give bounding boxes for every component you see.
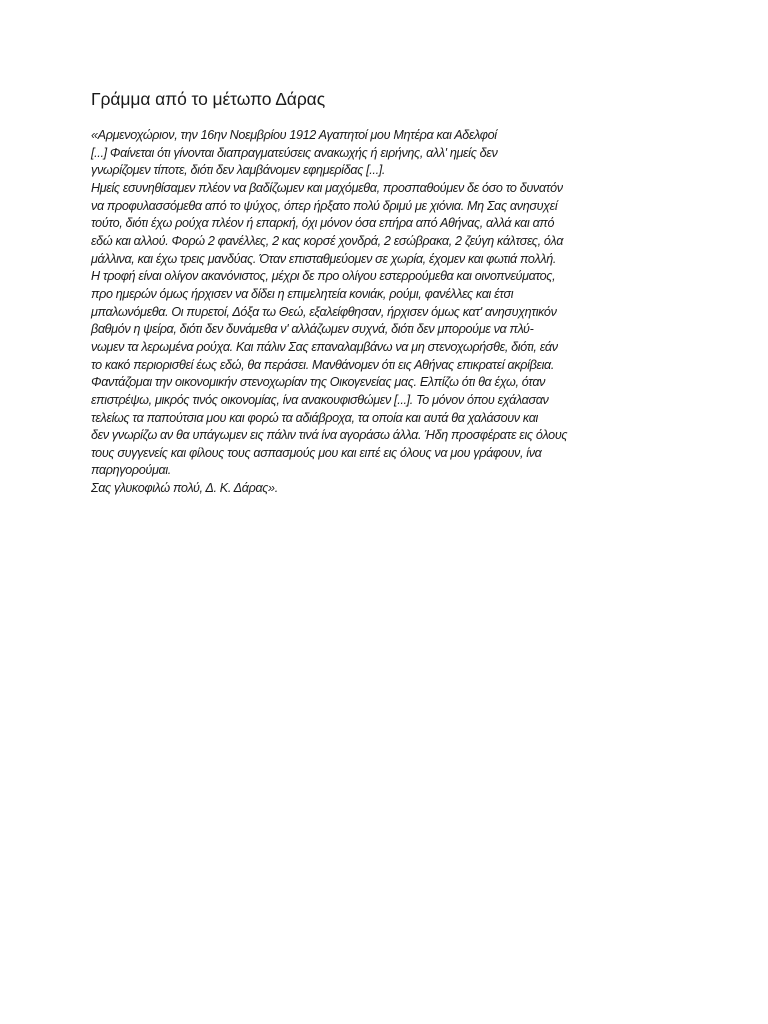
document-title: Γράμμα από το μέτωπο Δάρας [91, 89, 326, 109]
letter-line: βαθμόν η ψείρα, διότι δεν δυνάμεθα ν' αλλάζωμεν συχνά, διότι δεν μπορούμε να πλύ- [91, 322, 534, 337]
letter-line: προ ημερών όμως ήρχισεν να δίδει η επιμελητεία κονιάκ, ρούμι, φανέλλες και έτσι [91, 286, 514, 301]
letter-line: [...] Φαίνεται ότι γίνονται διαπραγματεύσεις ανακωχής ή ειρήνης, αλλ' ημείς δεν [91, 145, 498, 160]
letter-line: γνωρίζομεν τίποτε, διότι δεν λαμβάνομεν εφημερίδας [...]. [91, 163, 386, 178]
letter-line: να προφυλασσόμεθα από το ψύχος, όπερ ήρξατο πολύ δριμύ με χιόνια. Μη Σας ανησυχεί [91, 198, 558, 213]
letter-line: νωμεν τα λερωμένα ρούχα. Και πάλιν Σας επαναλαμβάνω να μη στενοχωρήσθε, διότι, εάν [91, 339, 558, 354]
letter-line: μπαλωνόμεθα. Οι πυρετοί, Δόξα τω Θεώ, εξαλείφθησαν, ήρχισεν όμως κατ' ανησυχητικόν [91, 304, 557, 319]
letter-line: Σας γλυκοφιλώ πολύ, Δ. Κ. Δάρας». [91, 481, 278, 496]
letter-line: Ημείς εσυνηθίσαμεν πλέον να βαδίζωμεν και μαχόμεθα, προσπαθούμεν δε όσο το δυνατόν [91, 180, 563, 195]
letter-line: μάλλινα, και έχω τρεις μανδύας. Όταν επισταθμεύομεν σε χωρία, έχομεν και φωτιά πολλή. [91, 251, 557, 266]
letter-line: τούτο, διότι έχω ρούχα πλέον ή επαρκή, όχι μόνον όσα επήρα από Αθήνας, αλλά και από [91, 216, 555, 231]
letter-line: παρηγορούμαι. [91, 463, 171, 478]
letter-line: δεν γνωρίζω αν θα υπάγωμεν εις πάλιν τινά ίνα αγοράσω άλλα. Ήδη προσφέρατε εις όλους [91, 428, 568, 443]
letter-line: τελείως τα παπούτσια μου και φορώ τα αδιάβροχα, τα οποία και αυτά θα χαλάσουν και [91, 410, 538, 425]
letter-line: το κακό περιορισθεί έως εδώ, θα περάσει. Μανθάνομεν ότι εις Αθήνας επικρατεί ακρίβεια. [91, 357, 555, 372]
letter-line: επιστρέψω, μικρός τινός οικονομίας, ίνα ανακουφισθώμεν [...]. Το μόνον όπου εχάλασαν [91, 392, 549, 407]
letter-body [91, 127, 691, 498]
letter-line: «Αρμενοχώριον, την 16ην Νοεμβρίου 1912 Αγαπητοί μου Μητέρα και Αδελφοί [91, 128, 497, 142]
letter-line: Η τροφή είναι ολίγον ακανόνιστος, μέχρι δε προ ολίγου εστερρούμεθα και οινοπνεύματος, [91, 269, 556, 284]
letter-line: εδώ και αλλού. Φορώ 2 φανέλλες, 2 κας κορσέ χονδρά, 2 εσώβρακα, 2 ζεύγη κάλτσες, όλα [91, 233, 564, 248]
letter-line: τους συγγενείς και φίλους τους ασπασμούς μου και ειπέ εις όλους να μου γράφουν, ίνα [91, 445, 542, 460]
letter-line: Φαντάζομαι την οικονομικήν στενοχωρίαν της Οικογενείας μας. Ελπίζω ότι θα έχω, όταν [91, 375, 546, 390]
